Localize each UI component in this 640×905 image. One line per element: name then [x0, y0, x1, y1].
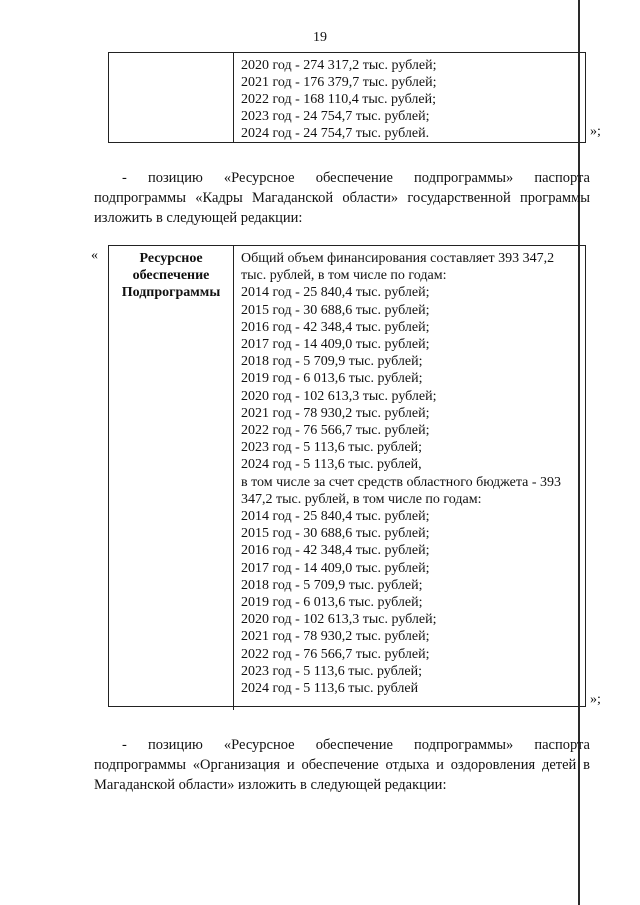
main-table-line: 2020 год - 102 613,3 тыс. рублей; [241, 612, 437, 628]
top-table-left-cell [109, 53, 234, 142]
main-table-line: Общий объем финансирования составляет 393 347,2 [241, 251, 555, 266]
main-table-line: тыс. рублей, в том числе по годам: [241, 268, 447, 284]
main-table-line: 2019 год - 6 013,6 тыс. рублей; [241, 595, 423, 611]
top-table-closing-quote: »; [590, 124, 601, 139]
top-table-line: 2021 год - 176 379,7 тыс. рублей; [241, 75, 437, 90]
main-table-line: 2019 год - 6 013,6 тыс. рублей; [241, 371, 423, 387]
main-table-line: 2021 год - 78 930,2 тыс. рублей; [241, 405, 430, 421]
top-table-line: 2023 год - 24 754,7 тыс. рублей; [241, 109, 430, 124]
main-table-line: в том числе за счет средств областного бюджета - 393 [241, 474, 561, 490]
main-table-line: 2021 год - 78 930,2 тыс. рублей; [241, 629, 430, 645]
main-table-closing-quote: »; [590, 692, 601, 707]
top-table-line: 2020 год - 274 317,2 тыс. рублей; [241, 58, 437, 73]
main-table-line: 2015 год - 30 688,6 тыс. рублей; [241, 302, 430, 318]
main-table-line: 2024 год - 5 113,6 тыс. рублей, [241, 457, 422, 473]
main-table-line: 2015 год - 30 688,6 тыс. рублей; [241, 526, 430, 542]
main-table-line: 2014 год - 25 840,4 тыс. рублей; [241, 285, 430, 301]
main-table-line: 2018 год - 5 709,9 тыс. рублей; [241, 354, 423, 370]
main-table [108, 245, 586, 707]
main-table-heading-line: обеспечение [132, 268, 210, 283]
main-table-heading-line: Подпрограммы [121, 285, 221, 300]
paragraph-2-line: - позицию «Ресурсное обеспечение подпрограммы» паспорта [122, 737, 590, 753]
main-table-line: 2017 год - 14 409,0 тыс. рублей; [241, 337, 430, 353]
main-table-line: 2023 год - 5 113,6 тыс. рублей; [241, 663, 422, 679]
main-table-heading-line: Ресурсное [139, 251, 203, 266]
top-table-line: 2024 год - 24 754,7 тыс. рублей. [241, 126, 430, 141]
top-table-line: 2022 год - 168 110,4 тыс. рублей; [241, 92, 436, 107]
paragraph-2-line: Магаданской области» изложить в следующей редакции: [94, 777, 447, 793]
main-table-line: 347,2 тыс. рублей, в том числе по годам: [241, 491, 482, 507]
main-table-line: 2018 год - 5 709,9 тыс. рублей; [241, 577, 423, 593]
main-table-line: 2016 год - 42 348,4 тыс. рублей; [241, 319, 430, 335]
paragraph-1 [94, 168, 590, 228]
main-table-left-cell [109, 246, 234, 710]
top-table [108, 52, 586, 143]
main-table-right-cell [241, 250, 585, 697]
main-table-line: 2017 год - 14 409,0 тыс. рублей; [241, 560, 430, 576]
main-table-line: 2014 год - 25 840,4 тыс. рублей; [241, 509, 430, 525]
main-table-line: 2020 год - 102 613,3 тыс. рублей; [241, 388, 437, 404]
paragraph-2-line: подпрограммы «Организация и обеспечение отдыха и оздоровления детей в [94, 757, 590, 773]
main-table-line: 2022 год - 76 566,7 тыс. рублей; [241, 423, 430, 439]
main-table-open-quote: « [91, 248, 98, 263]
paragraph-2 [94, 735, 590, 795]
main-table-line: 2016 год - 42 348,4 тыс. рублей; [241, 543, 430, 559]
paragraph-1-line: подпрограммы «Кадры Магаданской области» государственной программы [94, 190, 590, 206]
main-table-line: 2022 год - 76 566,7 тыс. рублей; [241, 646, 430, 662]
top-table-right-cell [241, 57, 581, 142]
main-table-line: 2024 год - 5 113,6 тыс. рублей [241, 681, 419, 697]
paragraph-1-line: - позицию «Ресурсное обеспечение подпрограммы» паспорта [122, 170, 590, 186]
paragraph-1-line: изложить в следующей редакции: [94, 210, 303, 226]
page-number: 19 [313, 30, 327, 45]
main-table-line: 2023 год - 5 113,6 тыс. рублей; [241, 440, 422, 456]
